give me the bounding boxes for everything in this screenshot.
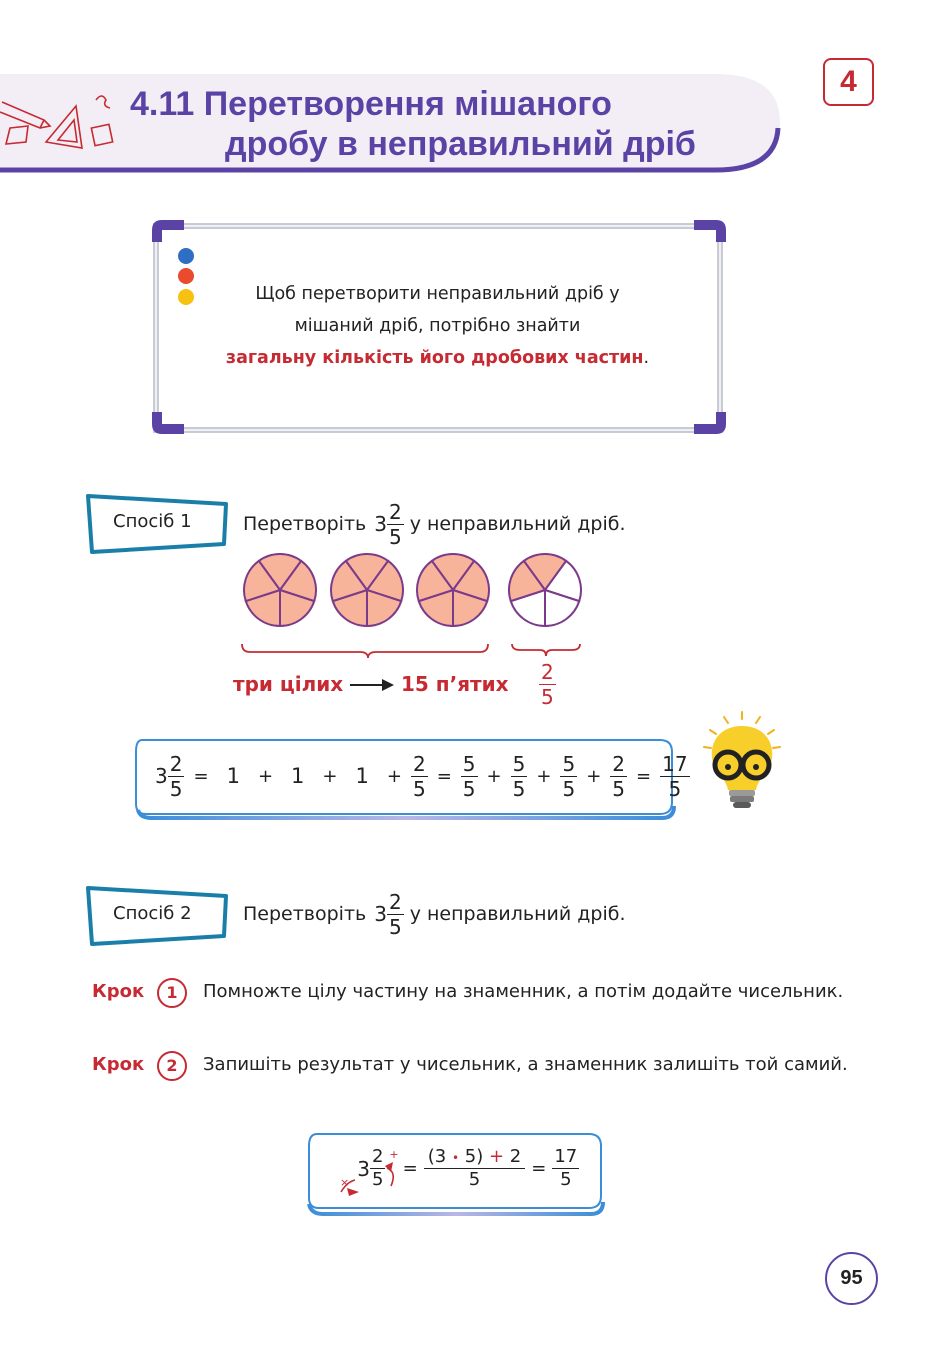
denominator: 5 (541, 685, 554, 709)
brace-part (512, 644, 580, 656)
plus: + (257, 765, 274, 787)
step-2 (92, 1052, 852, 1078)
wholes-label: три цілих (233, 672, 344, 696)
times-mark: × (340, 1176, 350, 1189)
whole-part: 3 (357, 1156, 370, 1181)
plus: + (322, 765, 338, 787)
rule-end: . (643, 348, 650, 368)
result-fraction: $\frac{17}{5}$ (662, 751, 688, 801)
one: 1 (355, 764, 369, 788)
blue-magnet-icon (178, 248, 194, 264)
plus: + (536, 765, 552, 787)
fraction: $\frac{5}{5}$ (562, 751, 576, 801)
equals: = (531, 1158, 547, 1179)
method1-task (243, 500, 626, 548)
task-suffix: у неправильний дріб. (409, 903, 626, 925)
step-label: Крок (92, 1054, 145, 1075)
fraction (387, 889, 404, 939)
fraction-circles (230, 548, 590, 660)
one: 1 (291, 764, 305, 788)
task-prefix: Перетворіть (243, 903, 367, 925)
denominator: 5 (388, 914, 402, 939)
denominator: 5 (388, 524, 402, 549)
rule-text (180, 278, 695, 374)
plus: + (486, 765, 502, 787)
task-prefix: Перетворіть (243, 513, 367, 535)
fraction: $\frac{2}{5}$ (169, 751, 183, 801)
fraction: $\frac{2}{5}$ (371, 1146, 384, 1190)
section-title (130, 84, 696, 164)
whole-part: 3 (374, 512, 387, 536)
method2-task (243, 890, 626, 938)
step-1 (92, 979, 852, 1005)
whole-part: 3 (155, 764, 168, 788)
method2-label: Спосіб 2 (113, 903, 192, 924)
mixed-number (374, 499, 403, 549)
equation2 (340, 1148, 579, 1189)
numerator: 2 (388, 889, 402, 914)
equals: = (436, 765, 452, 787)
fifths-label: 15 п’ятих (401, 672, 509, 696)
equation1 (155, 750, 690, 802)
method1-label: Спосіб 1 (113, 511, 192, 532)
step-number: 1 (157, 978, 187, 1008)
fraction: $\frac{2}{5}$ (412, 751, 426, 801)
fraction: $\frac{5}{5}$ (462, 751, 476, 801)
part-fraction (539, 662, 556, 707)
rule-line2: мішаний дріб, потрібно знайти (294, 316, 581, 336)
fraction (387, 499, 404, 549)
step-text: Запишіть результат у чисельник, а знаменник залишіть той самий. (203, 1054, 848, 1075)
lightbulb-mascot-icon (698, 710, 788, 825)
numerator: 2 (541, 660, 554, 684)
mixed-number (374, 889, 403, 939)
numerator: 2 (388, 499, 402, 524)
rule-emphasis: загальну кількість його дробових частин (225, 348, 644, 368)
fraction: $\frac{5}{5}$ (512, 751, 526, 801)
brace-wholes (242, 644, 488, 658)
section-title-line2: дробу в неправильний дріб (225, 125, 696, 163)
whole-part: 3 (374, 902, 387, 926)
rule-line1: Щоб перетворити неправильний дріб у (255, 284, 620, 304)
arrow-right-icon (350, 676, 396, 694)
one: 1 (226, 764, 240, 788)
result-fraction: $\frac{17}{5}$ (554, 1146, 578, 1190)
equals: = (636, 765, 652, 787)
step-text: Помножте цілу частину на знаменник, а потім додайте чисельник. (203, 981, 844, 1002)
step-label: Крок (92, 981, 145, 1002)
expression-fraction: $\frac{(3 • 5) + 2}{5}$ (424, 1148, 526, 1189)
step-number: 2 (157, 1051, 187, 1081)
task-suffix: у неправильний дріб. (409, 513, 626, 535)
plus: + (386, 765, 402, 787)
equals: = (193, 765, 209, 787)
fraction: $\frac{2}{5}$ (612, 751, 626, 801)
page-number: 95 (825, 1252, 878, 1305)
plus-mark: + (389, 1148, 399, 1161)
chapter-badge: 4 (823, 58, 874, 106)
equals: = (402, 1158, 418, 1179)
section-title-line1: 4.11 Перетворення мішаного (130, 85, 612, 123)
plus: + (586, 765, 602, 787)
